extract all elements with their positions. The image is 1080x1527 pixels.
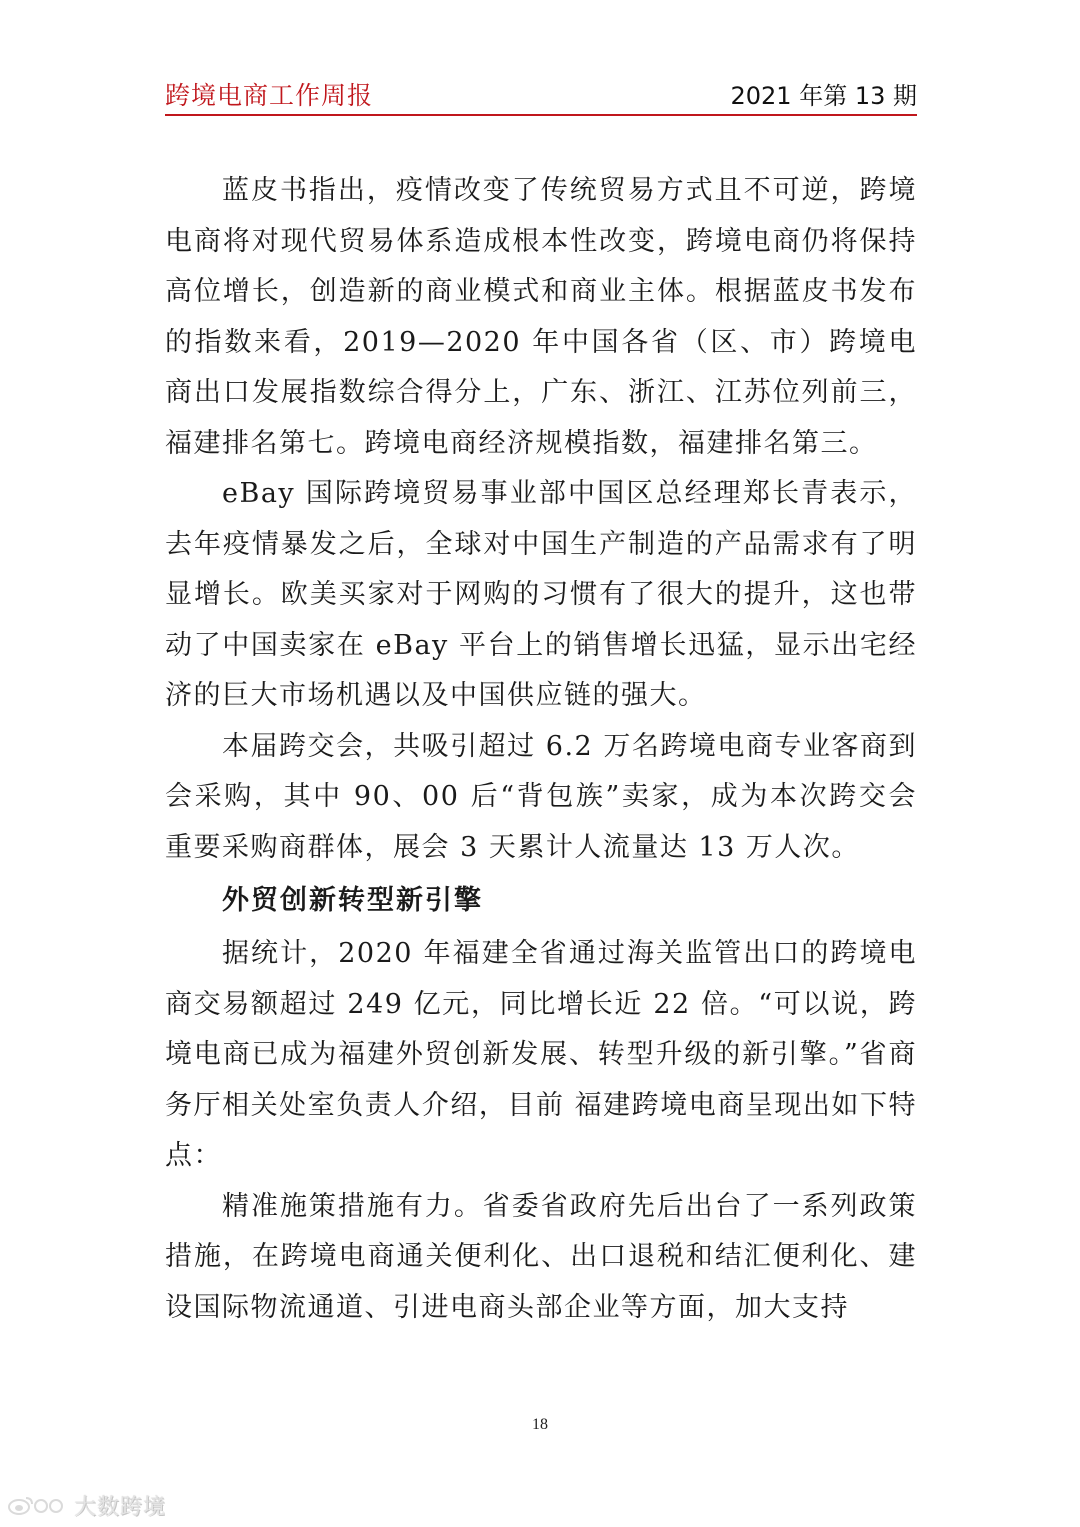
paragraph-blue-book: 蓝皮书指出，疫情改变了传统贸易方式且不可逆，跨境电商将对现代贸易体系造成根本性改变，跨境电商仍将保持高位增长，创造新的商业模式和商业主体。根据蓝皮书发布的指数来看，2019—2020 年中国各省（区、市）跨境电商出口发展指数综合得分上，广东、浙江、江苏位列前三，福建排名第七。跨境电商经济规模指数，福建排名第三。 [165,175,917,459]
watermark [8,1491,166,1519]
paragraph-policy: 精准施策措施有力。省委省政府先后出台了一系列政策措施，在跨境电商通关便利化、出口退税和结汇便利化、建设国际物流通道、引进电商头部企业等方面，加大支持 [165,1190,917,1323]
article-body [165,166,917,1333]
page-number: 18 [532,1416,548,1433]
section-heading: 外贸创新转型新引擎 [222,885,483,916]
paragraph-ebay: eBay 国际跨境贸易事业部中国区总经理郑长青表示，去年疫情暴发之后，全球对中国生产制造的产品需求有了明显增长。欧美买家对于网购的习惯有了很大的提升，这也带动了中国卖家在 eBay 平台上的销售增长迅猛，显示出宅经济的巨大市场机遇以及中国供应链的强大。 [165,478,917,711]
weibo-logo-icon [8,1494,68,1516]
paragraph-fair: 本届跨交会，共吸引超过 6.2 万名跨境电商专业客商到会采购，其中 90、00 后“背包族”卖家，成为本次跨交会重要采购商群体，展会 3 天累计人流量达 13 万人次。 [165,730,917,863]
page-header [165,76,917,116]
publication-title: 跨境电商工作周报 [165,81,374,110]
paragraph-statistics: 据统计，2020 年福建全省通过海关监管出口的跨境电商交易额超过 249 亿元，同比增长近 22 倍。“可以说，跨境电商已成为福建外贸创新发展、转型升级的新引擎。”省商务厅相关处室负责人介绍，目前 福建跨境电商呈现出如下特点： [165,938,917,1171]
watermark-text: 大数跨境 [74,1494,167,1520]
header-divider [165,114,917,116]
issue-label: 2021 年第 13 期 [730,82,917,110]
